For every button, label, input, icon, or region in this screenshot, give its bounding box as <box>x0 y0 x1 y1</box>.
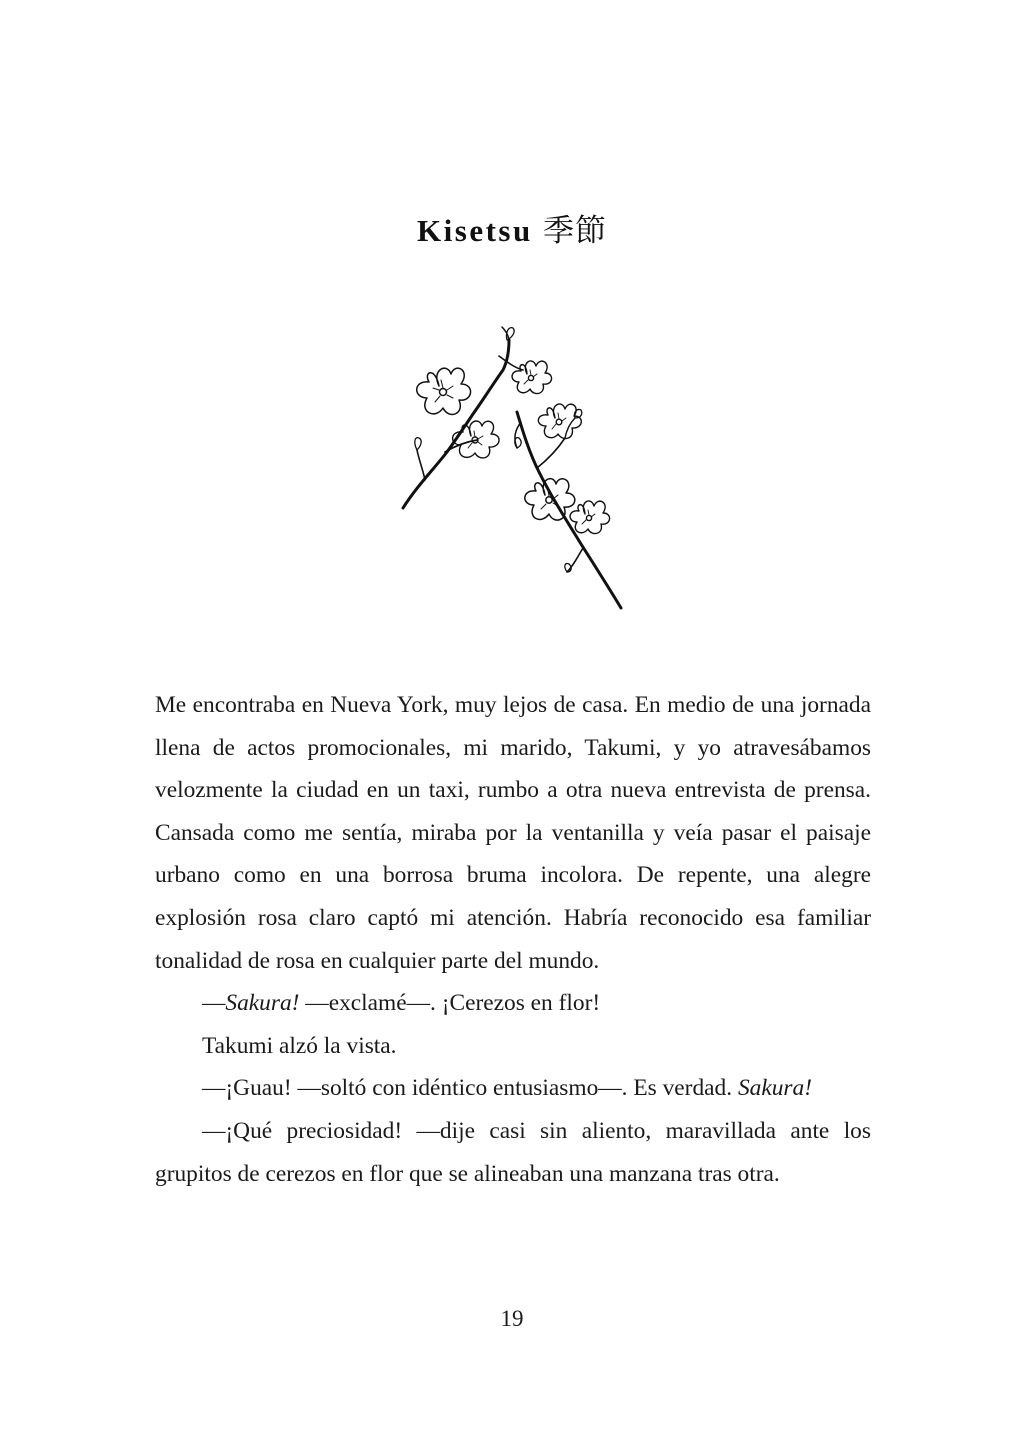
dialogue-italic-word: Sakura! <box>225 990 300 1017</box>
page-number: 19 <box>500 1306 524 1331</box>
dialogue-dash: — <box>202 990 226 1017</box>
chapter-title <box>0 207 1024 255</box>
cherry-blossom-branch-icon <box>395 322 635 618</box>
dialogue-line: —¡Qué preciosidad! —dije casi sin aliento, maravillada ante los grupitos de cerezos en flor que se alineaban una manzana tras otra. <box>155 1117 871 1187</box>
dialogue-line <box>155 982 871 1025</box>
blossom-4 <box>538 404 581 439</box>
body-text <box>155 684 871 1195</box>
blossom-3 <box>512 361 551 394</box>
dialogue-text: —exclamé—. ¡Cerezos en flor! <box>299 990 601 1017</box>
chapter-title-text: Kisetsu <box>417 213 533 248</box>
blossom-1 <box>417 368 471 414</box>
chapter-title-kanji: 季節 <box>542 213 607 249</box>
blossom-6 <box>570 501 609 534</box>
dialogue-italic-word: Sakura! <box>737 1075 812 1102</box>
dialogue-line <box>155 1067 871 1110</box>
paragraph: Takumi alzó la vista. <box>202 1032 397 1059</box>
blossom-5 <box>525 479 575 520</box>
paragraph: Me encontraba en Nueva York, muy lejos de casa. En medio de una jornada llena de actos promocionales, mi marido, Takumi, y yo atravesábamos velozmente la ciudad en un taxi, rumbo a otra nueva entrevista de prensa. Cansada como me sentía, miraba por la ventanilla y veía pasar el paisaje urbano como en una borrosa bruma incolora. De repente, una alegre explosión rosa claro captó mi atención. Habría reconocido esa familiar tonalidad de rosa en cualquier parte del mundo. <box>155 692 871 974</box>
dialogue-text: —¡Guau! —soltó con idéntico entusiasmo—. Es verdad. <box>202 1075 738 1102</box>
left-branch <box>403 327 523 508</box>
